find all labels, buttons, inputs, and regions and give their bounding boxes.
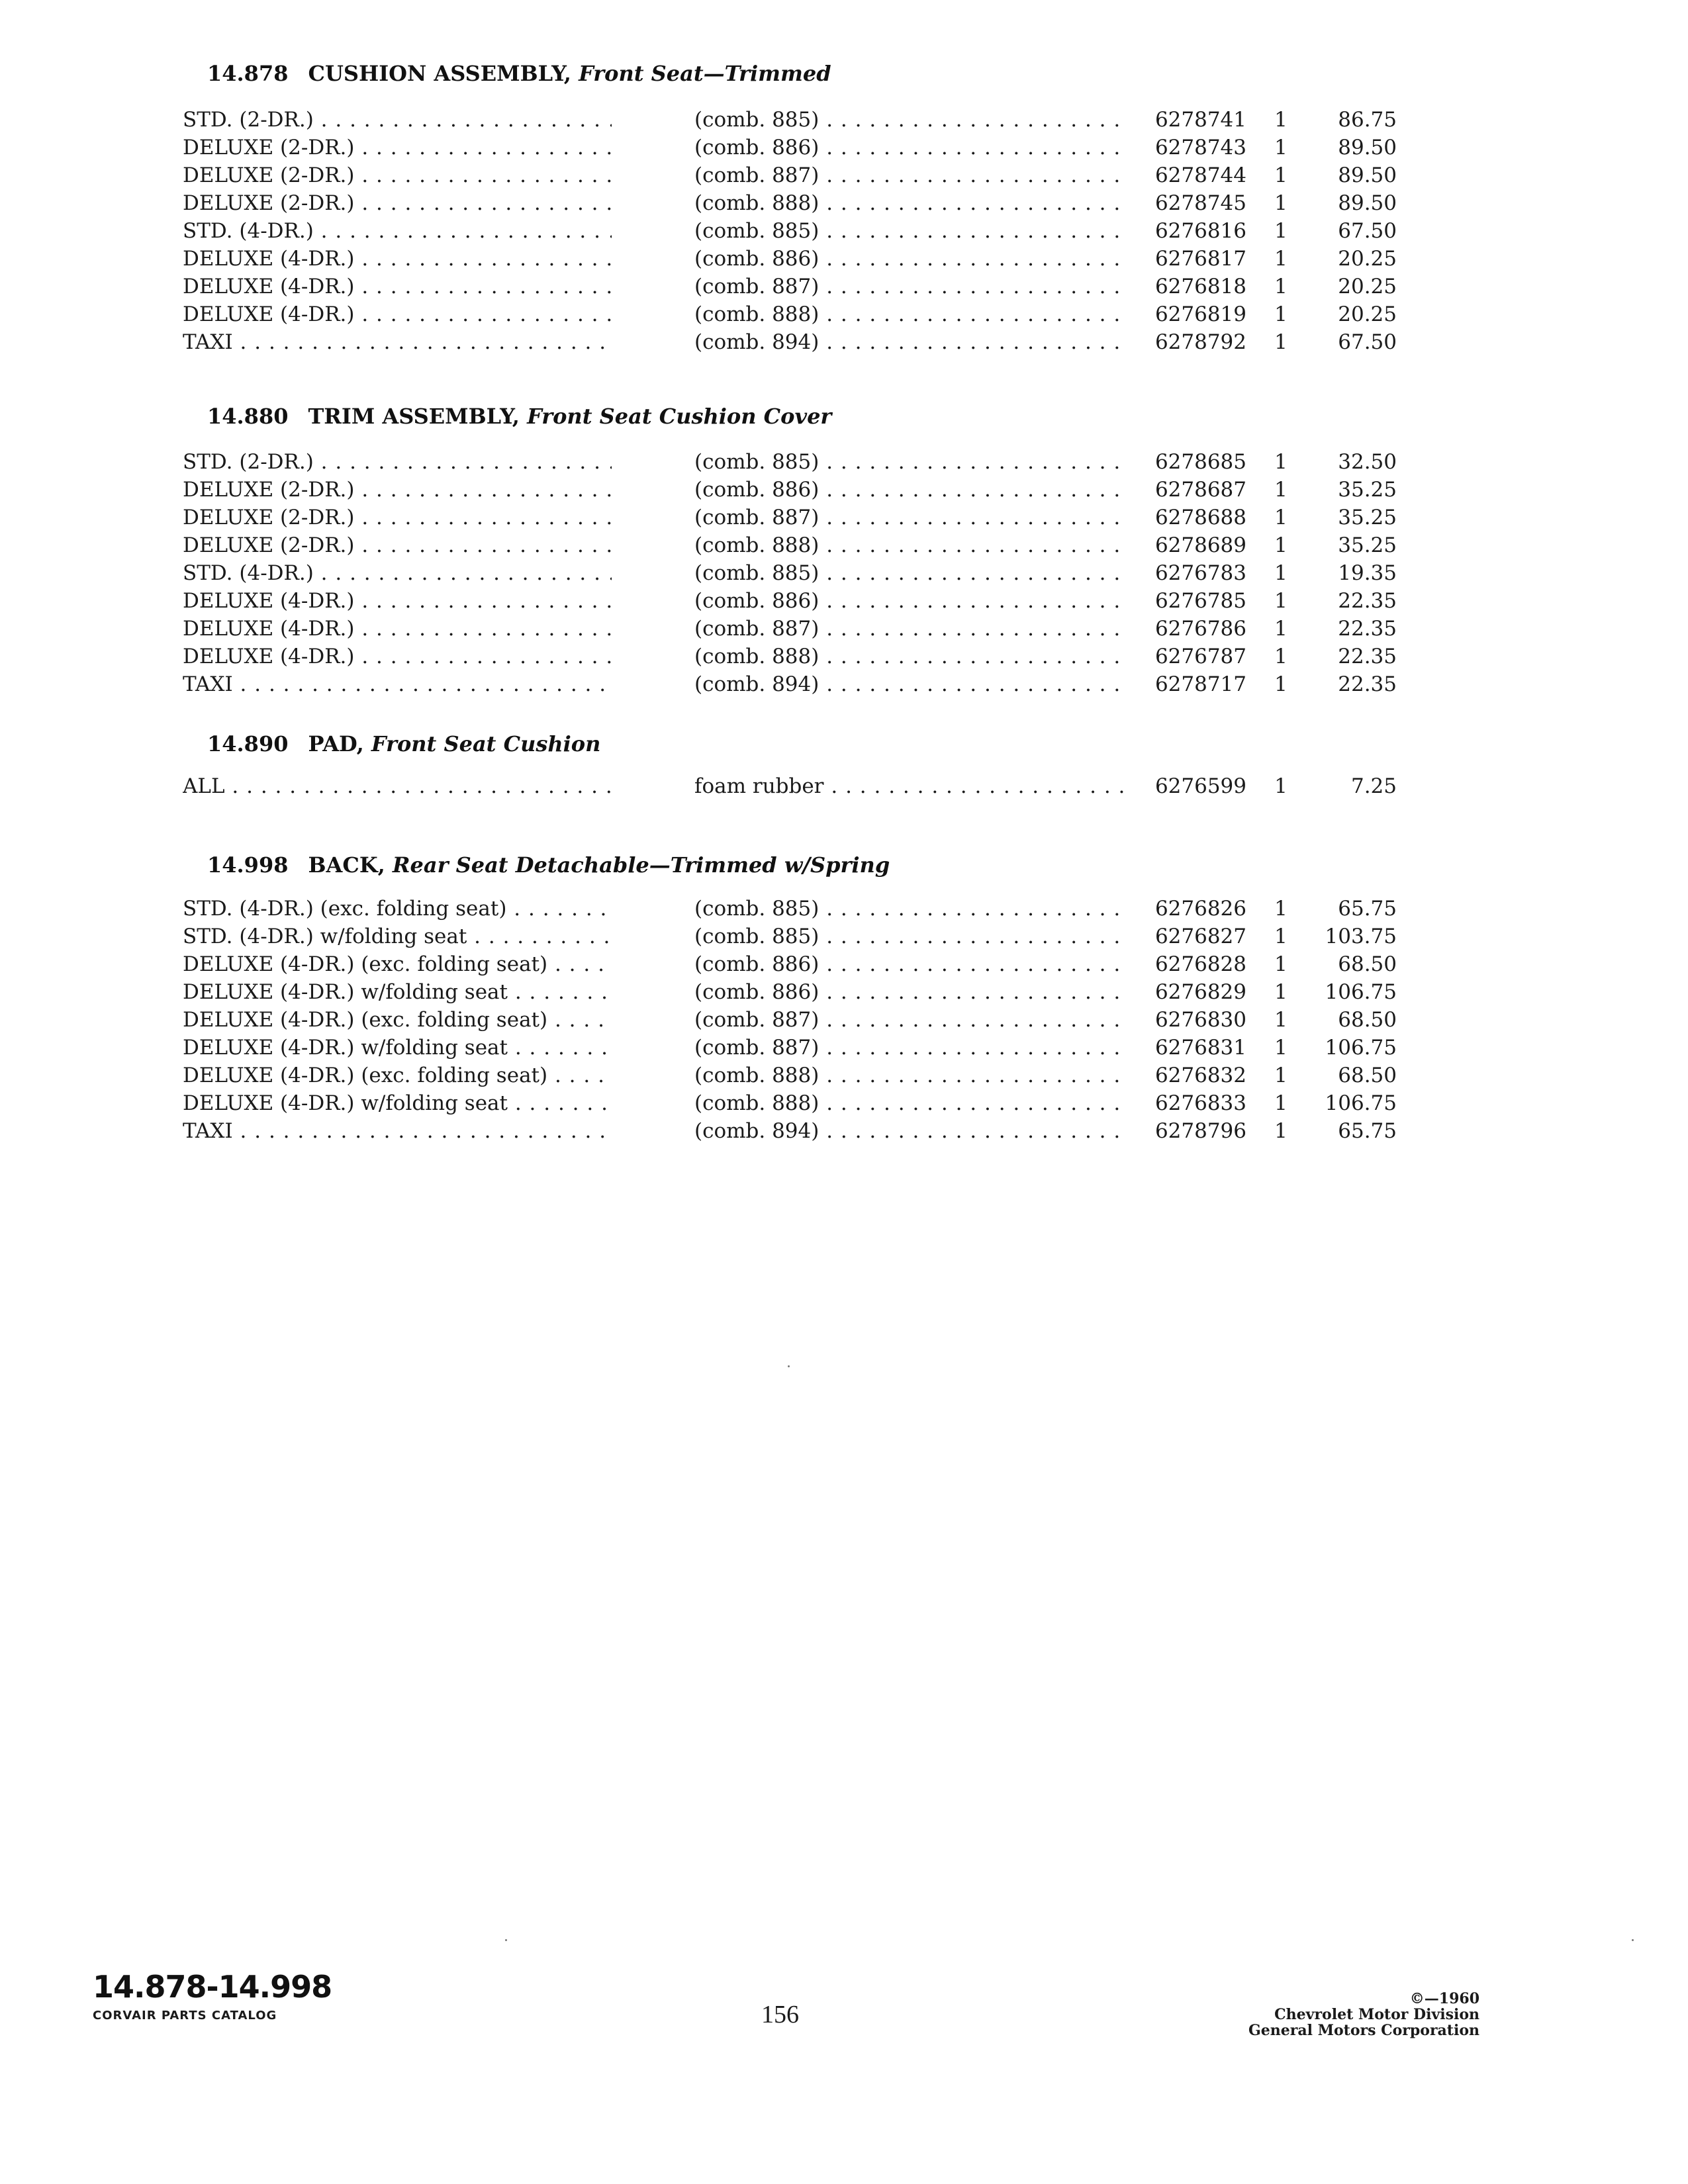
- item-combination: foam rubber . . .: [694, 772, 1125, 800]
- list-price: 20.25: [1338, 247, 1397, 271]
- part-number: 6278685: [1154, 450, 1246, 474]
- list-price: 89.50: [1338, 136, 1397, 159]
- quantity: 1: [1274, 506, 1288, 529]
- part-number: 6276833: [1154, 1091, 1246, 1115]
- table-row: [0, 950, 1688, 978]
- scan-speck: [788, 1365, 790, 1367]
- list-price: 22.35: [1338, 617, 1397, 641]
- section-code: 14.880: [207, 404, 289, 429]
- publisher-block: [1248, 1991, 1479, 2038]
- item-description: DELUXE (4-DR.) (exc. folding seat) . . .: [183, 950, 612, 978]
- table-row: [0, 670, 1688, 698]
- item-description: DELUXE (2-DR.) . . .: [183, 134, 612, 161]
- quantity: 1: [1274, 219, 1288, 243]
- part-number: 6278741: [1154, 108, 1246, 132]
- table-row: [0, 161, 1688, 189]
- item-description: DELUXE (2-DR.) . . .: [183, 161, 612, 189]
- list-price: 22.35: [1338, 645, 1397, 668]
- item-combination: (comb. 888) . . .: [694, 531, 1125, 559]
- table-row: [0, 328, 1688, 356]
- item-combination: (comb. 886) . . .: [694, 476, 1125, 504]
- item-combination: (comb. 887) . . .: [694, 273, 1125, 300]
- item-description: DELUXE (4-DR.) . . .: [183, 273, 612, 300]
- part-number: 6278743: [1154, 136, 1246, 159]
- table-row: [0, 531, 1688, 559]
- table-row: [0, 1117, 1688, 1145]
- section-heading: [207, 61, 831, 86]
- section-title: CUSHION ASSEMBLY,: [308, 61, 571, 86]
- list-price: 65.75: [1338, 1119, 1397, 1143]
- part-number: 6276816: [1154, 219, 1246, 243]
- section-heading: [207, 404, 831, 429]
- quantity: 1: [1274, 191, 1288, 215]
- scan-speck: [1632, 1939, 1634, 1941]
- part-number: 6278689: [1154, 533, 1246, 557]
- item-combination: (comb. 886) . . .: [694, 978, 1125, 1006]
- item-description: DELUXE (4-DR.) w/folding seat . . .: [183, 978, 612, 1006]
- section-code: 14.878: [207, 61, 289, 86]
- table-row: [0, 923, 1688, 950]
- part-number: 6276826: [1154, 897, 1246, 921]
- section-subtitle: Front Seat Cushion Cover: [527, 404, 832, 429]
- item-combination: (comb. 887) . . .: [694, 504, 1125, 531]
- quantity: 1: [1274, 561, 1288, 585]
- table-row: [0, 245, 1688, 273]
- table-row: [0, 1006, 1688, 1034]
- section-heading: [207, 852, 890, 878]
- item-description: DELUXE (4-DR.) . . .: [183, 587, 612, 615]
- table-row: [0, 978, 1688, 1006]
- list-price: 86.75: [1338, 108, 1397, 132]
- quantity: 1: [1274, 1008, 1288, 1032]
- part-number: 6278688: [1154, 506, 1246, 529]
- section-subtitle: Front Seat Cushion: [371, 731, 601, 756]
- part-number: 6276818: [1154, 275, 1246, 298]
- list-price: 20.25: [1338, 302, 1397, 326]
- table-row: [0, 772, 1688, 800]
- list-price: 20.25: [1338, 275, 1397, 298]
- quantity: 1: [1274, 925, 1288, 948]
- quantity: 1: [1274, 330, 1288, 354]
- parts-table: [0, 772, 1688, 800]
- list-price: 68.50: [1338, 952, 1397, 976]
- list-price: 89.50: [1338, 191, 1397, 215]
- part-number: 6276599: [1154, 774, 1246, 798]
- quantity: 1: [1274, 952, 1288, 976]
- copyright-line: ©—1960: [1409, 1990, 1479, 2007]
- item-combination: (comb. 885) . . .: [694, 448, 1125, 476]
- parts-table: [0, 448, 1688, 698]
- item-description: STD. (4-DR.) . . .: [183, 217, 612, 245]
- list-price: 103.75: [1325, 925, 1397, 948]
- item-combination: (comb. 887) . . .: [694, 161, 1125, 189]
- table-row: [0, 504, 1688, 531]
- table-row: [0, 559, 1688, 587]
- item-combination: (comb. 894) . . .: [694, 670, 1125, 698]
- item-combination: (comb. 886) . . .: [694, 245, 1125, 273]
- table-row: [0, 448, 1688, 476]
- quantity: 1: [1274, 1091, 1288, 1115]
- table-row: [0, 587, 1688, 615]
- item-description: DELUXE (4-DR.) . . .: [183, 615, 612, 643]
- quantity: 1: [1274, 774, 1288, 798]
- list-price: 106.75: [1325, 1036, 1397, 1060]
- quantity: 1: [1274, 1036, 1288, 1060]
- page-number: 156: [761, 2001, 799, 2028]
- item-combination: (comb. 886) . . .: [694, 587, 1125, 615]
- section-title: BACK,: [308, 852, 385, 878]
- list-price: 7.25: [1350, 774, 1397, 798]
- list-price: 106.75: [1325, 980, 1397, 1004]
- page-range: 14.878-14.998: [93, 1969, 332, 2005]
- item-combination: (comb. 888) . . .: [694, 1062, 1125, 1089]
- quantity: 1: [1274, 980, 1288, 1004]
- item-combination: (comb. 886) . . .: [694, 134, 1125, 161]
- table-row: [0, 1034, 1688, 1062]
- part-number: 6276819: [1154, 302, 1246, 326]
- list-price: 22.35: [1338, 589, 1397, 613]
- item-description: DELUXE (4-DR.) (exc. folding seat) . . .: [183, 1006, 612, 1034]
- table-row: [0, 643, 1688, 670]
- part-number: 6276832: [1154, 1064, 1246, 1087]
- item-combination: (comb. 888) . . .: [694, 300, 1125, 328]
- list-price: 35.25: [1338, 533, 1397, 557]
- list-price: 22.35: [1338, 672, 1397, 696]
- quantity: 1: [1274, 1119, 1288, 1143]
- list-price: 68.50: [1338, 1008, 1397, 1032]
- list-price: 65.75: [1338, 897, 1397, 921]
- quantity: 1: [1274, 247, 1288, 271]
- part-number: 6278792: [1154, 330, 1246, 354]
- part-number: 6278796: [1154, 1119, 1246, 1143]
- item-combination: (comb. 887) . . .: [694, 1006, 1125, 1034]
- table-row: [0, 1089, 1688, 1117]
- item-description: DELUXE (2-DR.) . . .: [183, 504, 612, 531]
- list-price: 67.50: [1338, 219, 1397, 243]
- table-row: [0, 273, 1688, 300]
- part-number: 6276827: [1154, 925, 1246, 948]
- table-row: [0, 1062, 1688, 1089]
- item-description: DELUXE (2-DR.) . . .: [183, 531, 612, 559]
- item-description: ALL . . .: [183, 772, 612, 800]
- quantity: 1: [1274, 275, 1288, 298]
- quantity: 1: [1274, 672, 1288, 696]
- list-price: 32.50: [1338, 450, 1397, 474]
- item-combination: (comb. 888) . . .: [694, 189, 1125, 217]
- table-row: [0, 106, 1688, 134]
- table-row: [0, 615, 1688, 643]
- item-description: DELUXE (2-DR.) . . .: [183, 476, 612, 504]
- part-number: 6278687: [1154, 478, 1246, 502]
- item-description: DELUXE (4-DR.) w/folding seat . . .: [183, 1089, 612, 1117]
- item-description: TAXI . . .: [183, 670, 612, 698]
- table-row: [0, 895, 1688, 923]
- corporation-line: General Motors Corporation: [1248, 2022, 1479, 2039]
- item-description: STD. (4-DR.) . . .: [183, 559, 612, 587]
- list-price: 89.50: [1338, 163, 1397, 187]
- quantity: 1: [1274, 302, 1288, 326]
- item-description: DELUXE (4-DR.) (exc. folding seat) . . .: [183, 1062, 612, 1089]
- item-combination: (comb. 885) . . .: [694, 923, 1125, 950]
- item-description: TAXI . . .: [183, 328, 612, 356]
- section-code: 14.998: [207, 852, 289, 878]
- part-number: 6276785: [1154, 589, 1246, 613]
- quantity: 1: [1274, 645, 1288, 668]
- section-code: 14.890: [207, 731, 289, 756]
- list-price: 106.75: [1325, 1091, 1397, 1115]
- quantity: 1: [1274, 617, 1288, 641]
- item-combination: (comb. 887) . . .: [694, 615, 1125, 643]
- quantity: 1: [1274, 450, 1288, 474]
- section-title: TRIM ASSEMBLY,: [308, 404, 520, 429]
- item-combination: (comb. 887) . . .: [694, 1034, 1125, 1062]
- list-price: 67.50: [1338, 330, 1397, 354]
- list-price: 68.50: [1338, 1064, 1397, 1087]
- quantity: 1: [1274, 589, 1288, 613]
- table-row: [0, 300, 1688, 328]
- item-description: DELUXE (4-DR.) . . .: [183, 300, 612, 328]
- section-subtitle: Front Seat—Trimmed: [579, 61, 831, 86]
- part-number: 6278744: [1154, 163, 1246, 187]
- part-number: 6276786: [1154, 617, 1246, 641]
- item-description: DELUXE (4-DR.) . . .: [183, 245, 612, 273]
- quantity: 1: [1274, 1064, 1288, 1087]
- part-number: 6276783: [1154, 561, 1246, 585]
- quantity: 1: [1274, 136, 1288, 159]
- footer-left: [93, 1969, 332, 2023]
- part-number: 6276828: [1154, 952, 1246, 976]
- part-number: 6276787: [1154, 645, 1246, 668]
- part-number: 6276830: [1154, 1008, 1246, 1032]
- part-number: 6278745: [1154, 191, 1246, 215]
- table-row: [0, 476, 1688, 504]
- item-description: DELUXE (4-DR.) w/folding seat . . .: [183, 1034, 612, 1062]
- scan-speck: [505, 1939, 507, 1941]
- list-price: 19.35: [1338, 561, 1397, 585]
- item-combination: (comb. 888) . . .: [694, 1089, 1125, 1117]
- section-subtitle: Rear Seat Detachable—Trimmed w/Spring: [392, 852, 890, 878]
- item-combination: (comb. 885) . . .: [694, 895, 1125, 923]
- item-description: STD. (4-DR.) w/folding seat . . .: [183, 923, 612, 950]
- item-combination: (comb. 894) . . .: [694, 328, 1125, 356]
- table-row: [0, 134, 1688, 161]
- item-description: DELUXE (4-DR.) . . .: [183, 643, 612, 670]
- list-price: 35.25: [1338, 478, 1397, 502]
- table-row: [0, 217, 1688, 245]
- quantity: 1: [1274, 533, 1288, 557]
- list-price: 35.25: [1338, 506, 1397, 529]
- item-description: STD. (4-DR.) (exc. folding seat) . . .: [183, 895, 612, 923]
- part-number: 6276831: [1154, 1036, 1246, 1060]
- division-line: Chevrolet Motor Division: [1274, 2006, 1479, 2023]
- table-row: [0, 189, 1688, 217]
- catalog-name: CORVAIR PARTS CATALOG: [93, 2009, 277, 2023]
- item-combination: (comb. 885) . . .: [694, 559, 1125, 587]
- parts-table: [0, 106, 1688, 356]
- quantity: 1: [1274, 897, 1288, 921]
- parts-table: [0, 895, 1688, 1145]
- quantity: 1: [1274, 478, 1288, 502]
- item-description: TAXI . . .: [183, 1117, 612, 1145]
- item-description: STD. (2-DR.) . . .: [183, 448, 612, 476]
- item-description: DELUXE (2-DR.) . . .: [183, 189, 612, 217]
- section-heading: [207, 731, 600, 756]
- part-number: 6278717: [1154, 672, 1246, 696]
- item-description: STD. (2-DR.) . . .: [183, 106, 612, 134]
- part-number: 6276817: [1154, 247, 1246, 271]
- item-combination: (comb. 885) . . .: [694, 106, 1125, 134]
- quantity: 1: [1274, 108, 1288, 132]
- item-combination: (comb. 888) . . .: [694, 643, 1125, 670]
- item-combination: (comb. 886) . . .: [694, 950, 1125, 978]
- item-combination: (comb. 885) . . .: [694, 217, 1125, 245]
- part-number: 6276829: [1154, 980, 1246, 1004]
- section-title: PAD,: [308, 731, 364, 756]
- quantity: 1: [1274, 163, 1288, 187]
- item-combination: (comb. 894) . . .: [694, 1117, 1125, 1145]
